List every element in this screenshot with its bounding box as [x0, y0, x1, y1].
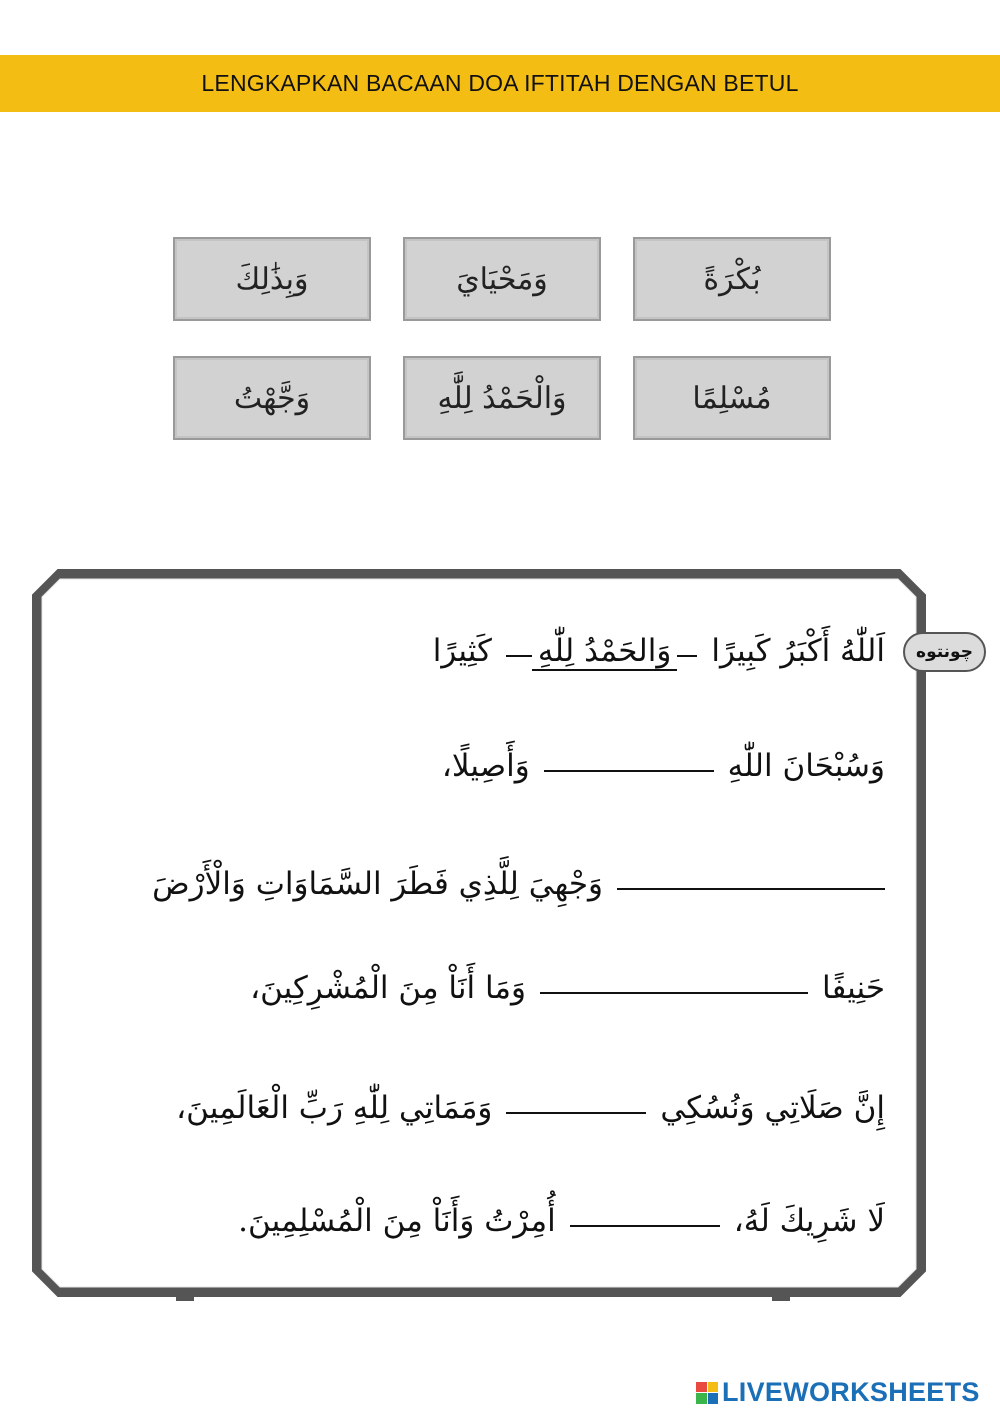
word-card-label: وَمَحْيَايَ [456, 261, 548, 297]
verse-text: وَمَمَاتِي لِلّٰهِ رَبِّ الْعَالَمِينَ، [176, 1090, 493, 1126]
brand-footer [696, 1377, 980, 1408]
verse-text: كَثِيرًا [432, 633, 492, 669]
text-frame [30, 567, 928, 1299]
verse-line [152, 866, 885, 902]
word-card[interactable] [403, 356, 601, 440]
verse-text: وَجْهِيَ لِلَّذِي فَطَرَ السَّمَاوَاتِ وَالْأَرْضَ [152, 866, 603, 902]
word-card-label: بُكْرَةً [703, 261, 761, 297]
verse-text: وَسُبْحَانَ اللّٰهِ [727, 748, 885, 784]
verse-text: أُمِرْتُ وَأَنَاْ مِنَ الْمُسْلِمِينَ. [238, 1203, 556, 1239]
verse-text: حَنِيفًا [822, 970, 885, 1006]
verse-text: إِنَّ صَلَاتِي وَنُسُكِي [660, 1090, 885, 1126]
word-card-label: وَجَّهْتُ [233, 380, 311, 416]
answer-blank[interactable] [617, 888, 885, 890]
answer-blank[interactable] [540, 992, 808, 994]
example-badge: چونتوه [903, 632, 986, 672]
brand-name: LIVEWORKSHEETS [722, 1377, 980, 1407]
answer-blank [506, 655, 532, 657]
word-card[interactable] [403, 237, 601, 321]
word-card[interactable] [173, 237, 371, 321]
word-card-label: مُسْلِمًا [692, 380, 772, 416]
answer-blank[interactable] [544, 770, 714, 772]
frame-foot [176, 1295, 194, 1301]
word-card[interactable] [633, 237, 831, 321]
answer-blank [677, 655, 697, 657]
verse-text: وَأَصِيلًا، [441, 748, 530, 784]
instruction-banner [0, 55, 1000, 112]
verse-line [250, 970, 885, 1006]
word-card-label: وَبِذَٰلِكَ [235, 261, 309, 297]
frame-border [30, 567, 928, 1299]
word-card[interactable] [633, 356, 831, 440]
liveworksheets-logo-icon [696, 1382, 718, 1404]
verse-line [433, 633, 885, 671]
verse-line [442, 748, 885, 784]
verse-line [238, 1203, 885, 1239]
word-card[interactable] [173, 356, 371, 440]
answer-filled: وَالحَمْدُ لِلّٰهِ [532, 633, 677, 671]
answer-blank[interactable] [570, 1225, 720, 1227]
instruction-text: LENGKAPKAN BACAAN DOA IFTITAH DENGAN BETUL [201, 70, 799, 96]
word-card-label: وَالْحَمْدُ لِلَّٰهِ [437, 380, 567, 416]
verse-text: لَا شَرِيكَ لَهُ، [733, 1203, 885, 1239]
answer-blank[interactable] [506, 1112, 646, 1114]
verse-line [176, 1090, 885, 1126]
frame-foot [772, 1295, 790, 1301]
verse-text: وَمَا أَنَاْ مِنَ الْمُشْرِكِينَ، [250, 970, 526, 1006]
verse-text: اَللّٰهُ أَكْبَرُ كَبِيرًا [711, 633, 885, 669]
